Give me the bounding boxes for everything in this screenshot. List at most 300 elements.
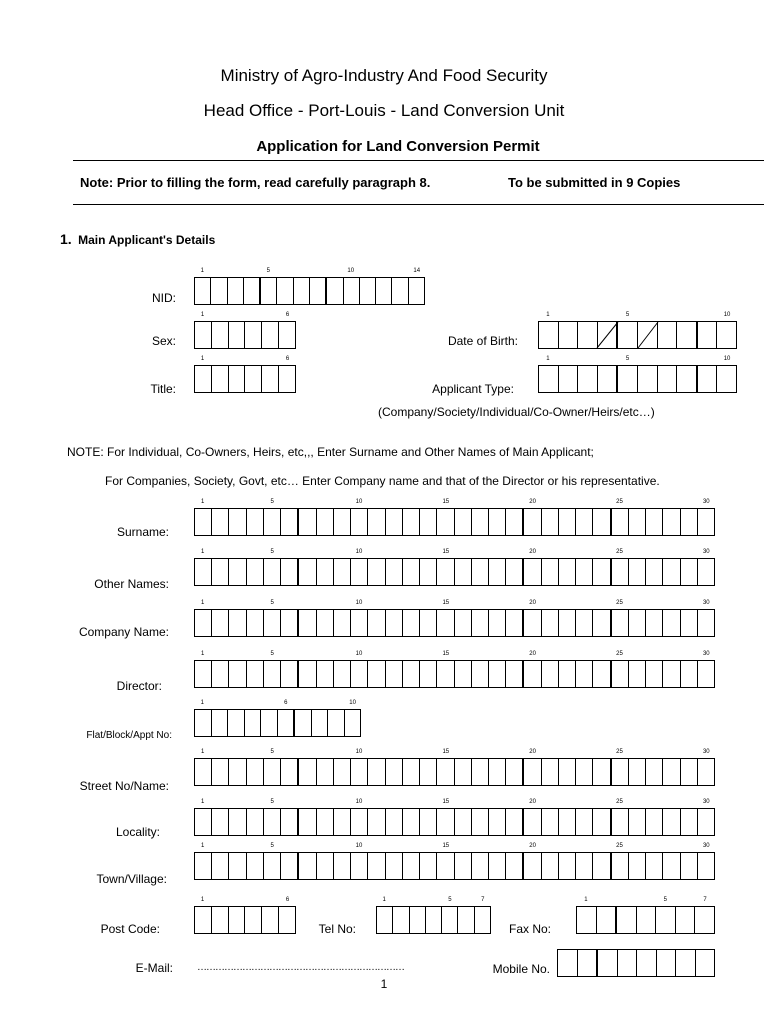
- char-cell[interactable]: [212, 853, 229, 879]
- char-cell[interactable]: [368, 509, 385, 535]
- char-cell[interactable]: [334, 610, 351, 636]
- char-cell[interactable]: [195, 278, 211, 304]
- char-cell[interactable]: [317, 809, 334, 835]
- char-cell[interactable]: [696, 950, 715, 976]
- char-cell[interactable]: [334, 661, 351, 687]
- char-cell[interactable]: [386, 559, 403, 585]
- char-cell[interactable]: [472, 509, 489, 535]
- char-cell[interactable]: [663, 853, 680, 879]
- char-cell[interactable]: [437, 661, 454, 687]
- surname-input[interactable]: [194, 508, 715, 536]
- char-cell[interactable]: [212, 759, 229, 785]
- char-cell[interactable]: [262, 907, 279, 933]
- char-cell[interactable]: [247, 610, 264, 636]
- char-cell[interactable]: [212, 322, 229, 348]
- char-cell[interactable]: [264, 853, 281, 879]
- char-cell[interactable]: [195, 509, 212, 535]
- char-cell[interactable]: [310, 278, 327, 304]
- char-cell[interactable]: [278, 710, 296, 736]
- char-cell[interactable]: [351, 661, 368, 687]
- char-cell[interactable]: [472, 661, 489, 687]
- char-cell[interactable]: [663, 509, 680, 535]
- char-cell[interactable]: [559, 853, 576, 879]
- char-cell[interactable]: [539, 366, 559, 392]
- char-cell[interactable]: [212, 559, 229, 585]
- char-cell[interactable]: [195, 710, 212, 736]
- char-cell[interactable]: [229, 559, 246, 585]
- char-cell[interactable]: [426, 907, 442, 933]
- char-cell[interactable]: [524, 559, 541, 585]
- char-cell[interactable]: [317, 610, 334, 636]
- char-cell[interactable]: [277, 278, 293, 304]
- char-cell[interactable]: [377, 907, 393, 933]
- char-cell[interactable]: [524, 661, 541, 687]
- other-names-input[interactable]: [194, 558, 715, 586]
- char-cell[interactable]: [420, 809, 437, 835]
- char-cell[interactable]: [403, 809, 420, 835]
- char-cell[interactable]: [437, 759, 454, 785]
- char-cell[interactable]: [629, 809, 646, 835]
- char-cell[interactable]: [299, 661, 316, 687]
- char-cell[interactable]: [334, 559, 351, 585]
- char-cell[interactable]: [681, 759, 698, 785]
- title-input[interactable]: [194, 365, 296, 393]
- char-cell[interactable]: [212, 710, 229, 736]
- company-name-input[interactable]: [194, 609, 715, 637]
- char-cell[interactable]: [559, 759, 576, 785]
- char-cell[interactable]: [392, 278, 408, 304]
- email-input[interactable]: ……………………………………………………………: [197, 962, 404, 973]
- char-cell[interactable]: [368, 759, 385, 785]
- char-cell[interactable]: [542, 853, 559, 879]
- char-cell[interactable]: [524, 853, 541, 879]
- char-cell[interactable]: [403, 759, 420, 785]
- char-cell[interactable]: [376, 278, 392, 304]
- char-cell[interactable]: [698, 759, 714, 785]
- char-cell[interactable]: [264, 809, 281, 835]
- street-input[interactable]: [194, 758, 715, 786]
- char-cell[interactable]: [195, 322, 212, 348]
- char-cell[interactable]: [229, 610, 246, 636]
- char-cell[interactable]: [629, 853, 646, 879]
- char-cell[interactable]: [229, 322, 246, 348]
- char-cell[interactable]: [663, 759, 680, 785]
- char-cell[interactable]: [455, 610, 472, 636]
- char-cell[interactable]: [262, 322, 279, 348]
- char-cell[interactable]: [212, 610, 229, 636]
- char-cell[interactable]: [559, 809, 576, 835]
- char-cell[interactable]: [317, 759, 334, 785]
- char-cell[interactable]: [455, 853, 472, 879]
- char-cell[interactable]: [542, 759, 559, 785]
- char-cell[interactable]: [195, 661, 212, 687]
- char-cell[interactable]: [455, 509, 472, 535]
- char-cell[interactable]: [245, 322, 262, 348]
- char-cell[interactable]: [386, 809, 403, 835]
- char-cell[interactable]: [351, 853, 368, 879]
- char-cell[interactable]: [351, 809, 368, 835]
- char-cell[interactable]: [489, 853, 506, 879]
- char-cell[interactable]: [393, 907, 409, 933]
- char-cell[interactable]: [264, 759, 281, 785]
- char-cell[interactable]: [420, 509, 437, 535]
- char-cell[interactable]: [559, 559, 576, 585]
- char-cell[interactable]: [612, 809, 629, 835]
- char-cell[interactable]: [598, 366, 619, 392]
- char-cell[interactable]: [334, 809, 351, 835]
- char-cell[interactable]: [646, 853, 663, 879]
- char-cell[interactable]: [327, 278, 343, 304]
- char-cell[interactable]: [281, 809, 299, 835]
- char-cell[interactable]: [317, 509, 334, 535]
- char-cell[interactable]: [351, 559, 368, 585]
- char-cell[interactable]: [612, 509, 629, 535]
- char-cell[interactable]: [663, 661, 680, 687]
- post-code-input[interactable]: [194, 906, 296, 934]
- char-cell[interactable]: [578, 950, 599, 976]
- char-cell[interactable]: [506, 559, 524, 585]
- director-input[interactable]: [194, 660, 715, 688]
- char-cell[interactable]: [229, 661, 246, 687]
- char-cell[interactable]: [281, 661, 299, 687]
- char-cell[interactable]: [334, 759, 351, 785]
- char-cell[interactable]: [317, 661, 334, 687]
- char-cell[interactable]: [312, 710, 329, 736]
- mobile-input[interactable]: [557, 949, 715, 977]
- char-cell[interactable]: [576, 853, 593, 879]
- char-cell[interactable]: [345, 710, 361, 736]
- char-cell[interactable]: [576, 759, 593, 785]
- char-cell[interactable]: [681, 661, 698, 687]
- sex-input[interactable]: [194, 321, 296, 349]
- char-cell[interactable]: [247, 559, 264, 585]
- char-cell[interactable]: [195, 809, 212, 835]
- char-cell[interactable]: [317, 559, 334, 585]
- char-cell[interactable]: [542, 610, 559, 636]
- char-cell[interactable]: [698, 661, 714, 687]
- char-cell[interactable]: [663, 809, 680, 835]
- char-cell[interactable]: [261, 278, 277, 304]
- char-cell[interactable]: [681, 853, 698, 879]
- char-cell[interactable]: [472, 610, 489, 636]
- char-cell[interactable]: [638, 366, 658, 392]
- char-cell[interactable]: [489, 759, 506, 785]
- char-cell[interactable]: [524, 610, 541, 636]
- char-cell[interactable]: [334, 509, 351, 535]
- char-cell[interactable]: [472, 809, 489, 835]
- char-cell[interactable]: [698, 509, 714, 535]
- char-cell[interactable]: [663, 610, 680, 636]
- char-cell[interactable]: [368, 559, 385, 585]
- char-cell[interactable]: [542, 809, 559, 835]
- char-cell[interactable]: [637, 907, 657, 933]
- char-cell[interactable]: [506, 809, 524, 835]
- char-cell[interactable]: [368, 610, 385, 636]
- char-cell[interactable]: [299, 809, 316, 835]
- char-cell[interactable]: [458, 907, 474, 933]
- char-cell[interactable]: [195, 559, 212, 585]
- char-cell[interactable]: [506, 661, 524, 687]
- char-cell[interactable]: [559, 610, 576, 636]
- char-cell[interactable]: [677, 366, 698, 392]
- char-cell[interactable]: [593, 559, 611, 585]
- char-cell[interactable]: [403, 610, 420, 636]
- char-cell[interactable]: [195, 759, 212, 785]
- char-cell[interactable]: [489, 661, 506, 687]
- char-cell[interactable]: [420, 661, 437, 687]
- char-cell[interactable]: [542, 559, 559, 585]
- char-cell[interactable]: [261, 710, 278, 736]
- fax-input[interactable]: [576, 906, 715, 934]
- char-cell[interactable]: [676, 950, 696, 976]
- char-cell[interactable]: [368, 809, 385, 835]
- char-cell[interactable]: [245, 710, 262, 736]
- char-cell[interactable]: [299, 610, 316, 636]
- char-cell[interactable]: [228, 710, 245, 736]
- char-cell[interactable]: [472, 759, 489, 785]
- char-cell[interactable]: [403, 559, 420, 585]
- char-cell[interactable]: [403, 509, 420, 535]
- char-cell[interactable]: [437, 559, 454, 585]
- char-cell[interactable]: [442, 907, 458, 933]
- char-cell[interactable]: [351, 509, 368, 535]
- char-cell[interactable]: [229, 809, 246, 835]
- char-cell[interactable]: [212, 366, 229, 392]
- char-cell[interactable]: [247, 809, 264, 835]
- char-cell[interactable]: [247, 853, 264, 879]
- char-cell[interactable]: [295, 710, 312, 736]
- char-cell[interactable]: [211, 278, 227, 304]
- char-cell[interactable]: [506, 759, 524, 785]
- char-cell[interactable]: [455, 809, 472, 835]
- char-cell[interactable]: [409, 278, 424, 304]
- char-cell[interactable]: [410, 907, 426, 933]
- char-cell[interactable]: [351, 759, 368, 785]
- char-cell[interactable]: [264, 509, 281, 535]
- char-cell[interactable]: [558, 950, 578, 976]
- town-input[interactable]: [194, 852, 715, 880]
- char-cell[interactable]: [542, 661, 559, 687]
- char-cell[interactable]: [612, 661, 629, 687]
- char-cell[interactable]: [299, 509, 316, 535]
- char-cell[interactable]: [360, 278, 376, 304]
- char-cell[interactable]: [489, 509, 506, 535]
- char-cell[interactable]: [245, 366, 262, 392]
- char-cell[interactable]: [245, 907, 262, 933]
- char-cell[interactable]: [612, 759, 629, 785]
- char-cell[interactable]: [472, 853, 489, 879]
- char-cell[interactable]: [229, 366, 246, 392]
- char-cell[interactable]: [542, 509, 559, 535]
- char-cell[interactable]: [489, 809, 506, 835]
- char-cell[interactable]: [612, 559, 629, 585]
- char-cell[interactable]: [577, 907, 597, 933]
- char-cell[interactable]: [228, 278, 244, 304]
- char-cell[interactable]: [576, 559, 593, 585]
- char-cell[interactable]: [646, 559, 663, 585]
- char-cell[interactable]: [506, 610, 524, 636]
- char-cell[interactable]: [593, 661, 611, 687]
- char-cell[interactable]: [195, 610, 212, 636]
- char-cell[interactable]: [386, 661, 403, 687]
- char-cell[interactable]: [195, 366, 212, 392]
- char-cell[interactable]: [618, 950, 638, 976]
- char-cell[interactable]: [212, 809, 229, 835]
- char-cell[interactable]: [578, 366, 598, 392]
- char-cell[interactable]: [524, 759, 541, 785]
- char-cell[interactable]: [612, 853, 629, 879]
- char-cell[interactable]: [420, 759, 437, 785]
- char-cell[interactable]: [281, 610, 299, 636]
- nid-input[interactable]: [194, 277, 425, 305]
- char-cell[interactable]: [328, 710, 345, 736]
- char-cell[interactable]: [368, 853, 385, 879]
- char-cell[interactable]: [403, 661, 420, 687]
- char-cell[interactable]: [368, 661, 385, 687]
- char-cell[interactable]: [698, 366, 718, 392]
- char-cell[interactable]: [281, 509, 299, 535]
- char-cell[interactable]: [576, 509, 593, 535]
- tel-input[interactable]: [376, 906, 491, 934]
- char-cell[interactable]: [437, 853, 454, 879]
- char-cell[interactable]: [299, 759, 316, 785]
- char-cell[interactable]: [506, 853, 524, 879]
- char-cell[interactable]: [676, 907, 696, 933]
- char-cell[interactable]: [524, 509, 541, 535]
- char-cell[interactable]: [617, 907, 637, 933]
- char-cell[interactable]: [657, 950, 677, 976]
- char-cell[interactable]: [437, 610, 454, 636]
- char-cell[interactable]: [629, 759, 646, 785]
- char-cell[interactable]: [593, 759, 611, 785]
- char-cell[interactable]: [334, 853, 351, 879]
- char-cell[interactable]: [212, 661, 229, 687]
- char-cell[interactable]: [559, 509, 576, 535]
- char-cell[interactable]: [264, 661, 281, 687]
- char-cell[interactable]: [637, 950, 657, 976]
- char-cell[interactable]: [281, 559, 299, 585]
- char-cell[interactable]: [229, 759, 246, 785]
- char-cell[interactable]: [247, 759, 264, 785]
- char-cell[interactable]: [658, 366, 678, 392]
- char-cell[interactable]: [279, 322, 295, 348]
- char-cell[interactable]: [229, 907, 246, 933]
- char-cell[interactable]: [386, 610, 403, 636]
- char-cell[interactable]: [646, 509, 663, 535]
- char-cell[interactable]: [455, 661, 472, 687]
- char-cell[interactable]: [386, 853, 403, 879]
- char-cell[interactable]: [437, 509, 454, 535]
- char-cell[interactable]: [386, 759, 403, 785]
- char-cell[interactable]: [264, 559, 281, 585]
- char-cell[interactable]: [717, 366, 736, 392]
- char-cell[interactable]: [472, 559, 489, 585]
- char-cell[interactable]: [420, 559, 437, 585]
- char-cell[interactable]: [629, 559, 646, 585]
- char-cell[interactable]: [281, 853, 299, 879]
- char-cell[interactable]: [698, 559, 714, 585]
- char-cell[interactable]: [698, 853, 714, 879]
- char-cell[interactable]: [612, 610, 629, 636]
- char-cell[interactable]: [593, 809, 611, 835]
- char-cell[interactable]: [344, 278, 360, 304]
- char-cell[interactable]: [597, 907, 618, 933]
- char-cell[interactable]: [646, 661, 663, 687]
- char-cell[interactable]: [247, 661, 264, 687]
- char-cell[interactable]: [506, 509, 524, 535]
- char-cell[interactable]: [559, 661, 576, 687]
- char-cell[interactable]: [598, 950, 618, 976]
- char-cell[interactable]: [489, 610, 506, 636]
- char-cell[interactable]: [681, 809, 698, 835]
- char-cell[interactable]: [489, 559, 506, 585]
- char-cell[interactable]: [264, 610, 281, 636]
- locality-input[interactable]: [194, 808, 715, 836]
- char-cell[interactable]: [576, 610, 593, 636]
- char-cell[interactable]: [618, 366, 638, 392]
- char-cell[interactable]: [681, 610, 698, 636]
- char-cell[interactable]: [455, 559, 472, 585]
- char-cell[interactable]: [279, 366, 295, 392]
- char-cell[interactable]: [663, 559, 680, 585]
- char-cell[interactable]: [576, 661, 593, 687]
- char-cell[interactable]: [593, 610, 611, 636]
- char-cell[interactable]: [437, 809, 454, 835]
- char-cell[interactable]: [475, 907, 490, 933]
- char-cell[interactable]: [629, 509, 646, 535]
- char-cell[interactable]: [698, 809, 714, 835]
- char-cell[interactable]: [281, 759, 299, 785]
- char-cell[interactable]: [317, 853, 334, 879]
- char-cell[interactable]: [212, 509, 229, 535]
- char-cell[interactable]: [646, 610, 663, 636]
- char-cell[interactable]: [299, 853, 316, 879]
- char-cell[interactable]: [524, 809, 541, 835]
- char-cell[interactable]: [646, 759, 663, 785]
- applicant-type-input[interactable]: [538, 365, 737, 393]
- char-cell[interactable]: [593, 509, 611, 535]
- char-cell[interactable]: [629, 610, 646, 636]
- char-cell[interactable]: [420, 853, 437, 879]
- char-cell[interactable]: [351, 610, 368, 636]
- char-cell[interactable]: [420, 610, 437, 636]
- char-cell[interactable]: [195, 907, 212, 933]
- char-cell[interactable]: [403, 853, 420, 879]
- char-cell[interactable]: [695, 907, 714, 933]
- char-cell[interactable]: [646, 809, 663, 835]
- char-cell[interactable]: [681, 509, 698, 535]
- char-cell[interactable]: [294, 278, 310, 304]
- char-cell[interactable]: [681, 559, 698, 585]
- char-cell[interactable]: [455, 759, 472, 785]
- char-cell[interactable]: [195, 853, 212, 879]
- char-cell[interactable]: [247, 509, 264, 535]
- char-cell[interactable]: [656, 907, 676, 933]
- char-cell[interactable]: [593, 853, 611, 879]
- char-cell[interactable]: [576, 809, 593, 835]
- char-cell[interactable]: [212, 907, 229, 933]
- char-cell[interactable]: [229, 509, 246, 535]
- char-cell[interactable]: [244, 278, 261, 304]
- char-cell[interactable]: [299, 559, 316, 585]
- char-cell[interactable]: [386, 509, 403, 535]
- char-cell[interactable]: [559, 366, 579, 392]
- flat-input[interactable]: [194, 709, 361, 737]
- char-cell[interactable]: [629, 661, 646, 687]
- char-cell[interactable]: [262, 366, 279, 392]
- char-cell[interactable]: [229, 853, 246, 879]
- char-cell[interactable]: [698, 610, 714, 636]
